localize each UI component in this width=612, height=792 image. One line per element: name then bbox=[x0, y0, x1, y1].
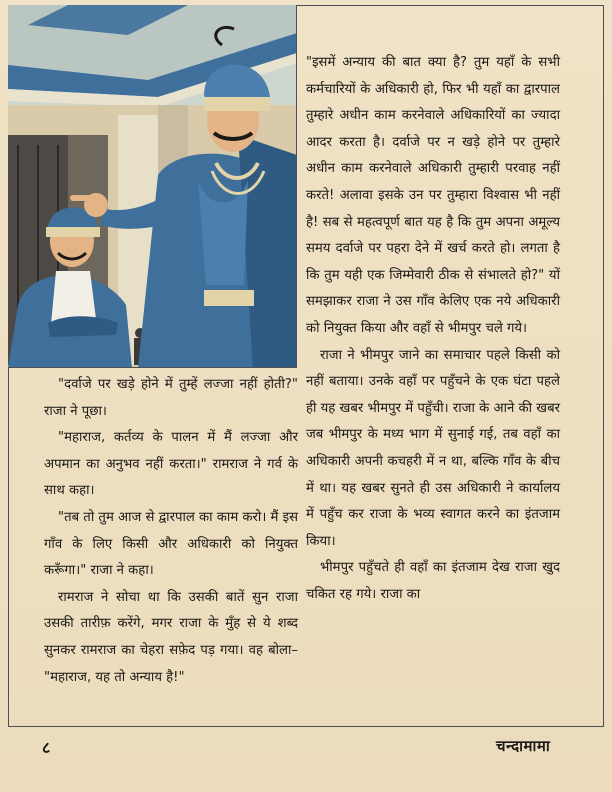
paragraph: "इसमें अन्याय की बात क्या है? तुम यहाँ के सभी कर्मचारियों के अधिकारी हो, फिर भी यहाँ का द्वारपाल तुम्हारे अधीन काम करनेवाले अधिकारियों का ज्यादा आदर करता है। दर्वाजे पर न खड़े होने पर तुम्हारे अधीन काम करनेवाले अधिकारी तुम्हारी परवाह नहीं करते! अलावा इसके उन पर तुम्हारा विश्वास भी नहीं है! सब से महत्वपूर्ण बात यह है कि तुम अपना अमूल्य समय दर्वाजे पर पहरा देने में खर्च करते हो। लगता है कि तुम यही एक जिम्मेवारी ठीक से संभालते हो?" यों समझाकर राजा ने उस गाँव केलिए एक नये अधिकारी को नियुक्त किया और वहाँ से भीमपुर चले गये। bbox=[306, 55, 560, 336]
paragraph: "तब तो तुम आज से द्वारपाल का काम करो। मैं इस गाँव के लिए किसी और अधिकारी को नियुक्त करूँगा।" राजा ने कहा। bbox=[44, 509, 298, 579]
page-footer bbox=[0, 732, 612, 760]
paragraph: भीमपुर पहुँचते ही वहाँ का इंतजाम देख राजा खुद चकित रह गये। राजा का bbox=[306, 560, 560, 602]
paragraph: "दर्वाजे पर खड़े होने में तुम्हें लज्जा नहीं होती?" राजा ने पूछा। bbox=[44, 377, 298, 419]
right-text-column bbox=[306, 50, 560, 608]
paragraph: राजा ने भीमपुर जाने का समाचार पहले किसी को नहीं बताया। उनके वहाँ पर पहुँचने के एक घंटा पहले ही यह खबर भीमपुर में पहुँची। राजा के आने की खबर जब भीमपुर के मध्य भाग में सुनाई गई, तब वहाँ का अधिकारी अपनी कचहरी में न था, बल्कि गाँव के बीच में था। यह खबर सुनते ही उस अधिकारी ने कार्यालय में पहुँच कर राजा के भव्य स्वागत करने का इंतजाम किया। bbox=[306, 347, 560, 549]
magazine-name: चन्दामामा bbox=[496, 737, 551, 755]
story-illustration bbox=[8, 5, 297, 368]
paragraph: "महाराज, कर्तव्य के पालन में मैं लज्जा और अपमान का अनुभव नहीं करता।" रामराज ने गर्व के साथ कहा। bbox=[44, 430, 298, 499]
paragraph: रामराज ने सोचा था कि उसकी बातें सुन राजा उसकी तारीफ़ करेंगे, मगर राजा के मुँह से ये शब्द सुनकर रामराज का चेहरा सफ़ेद पड़ गया। वह बोला– "महाराज, यह तो अन्याय है!" bbox=[44, 589, 298, 685]
left-text-column bbox=[44, 372, 298, 691]
page-number: ८ bbox=[42, 738, 51, 757]
